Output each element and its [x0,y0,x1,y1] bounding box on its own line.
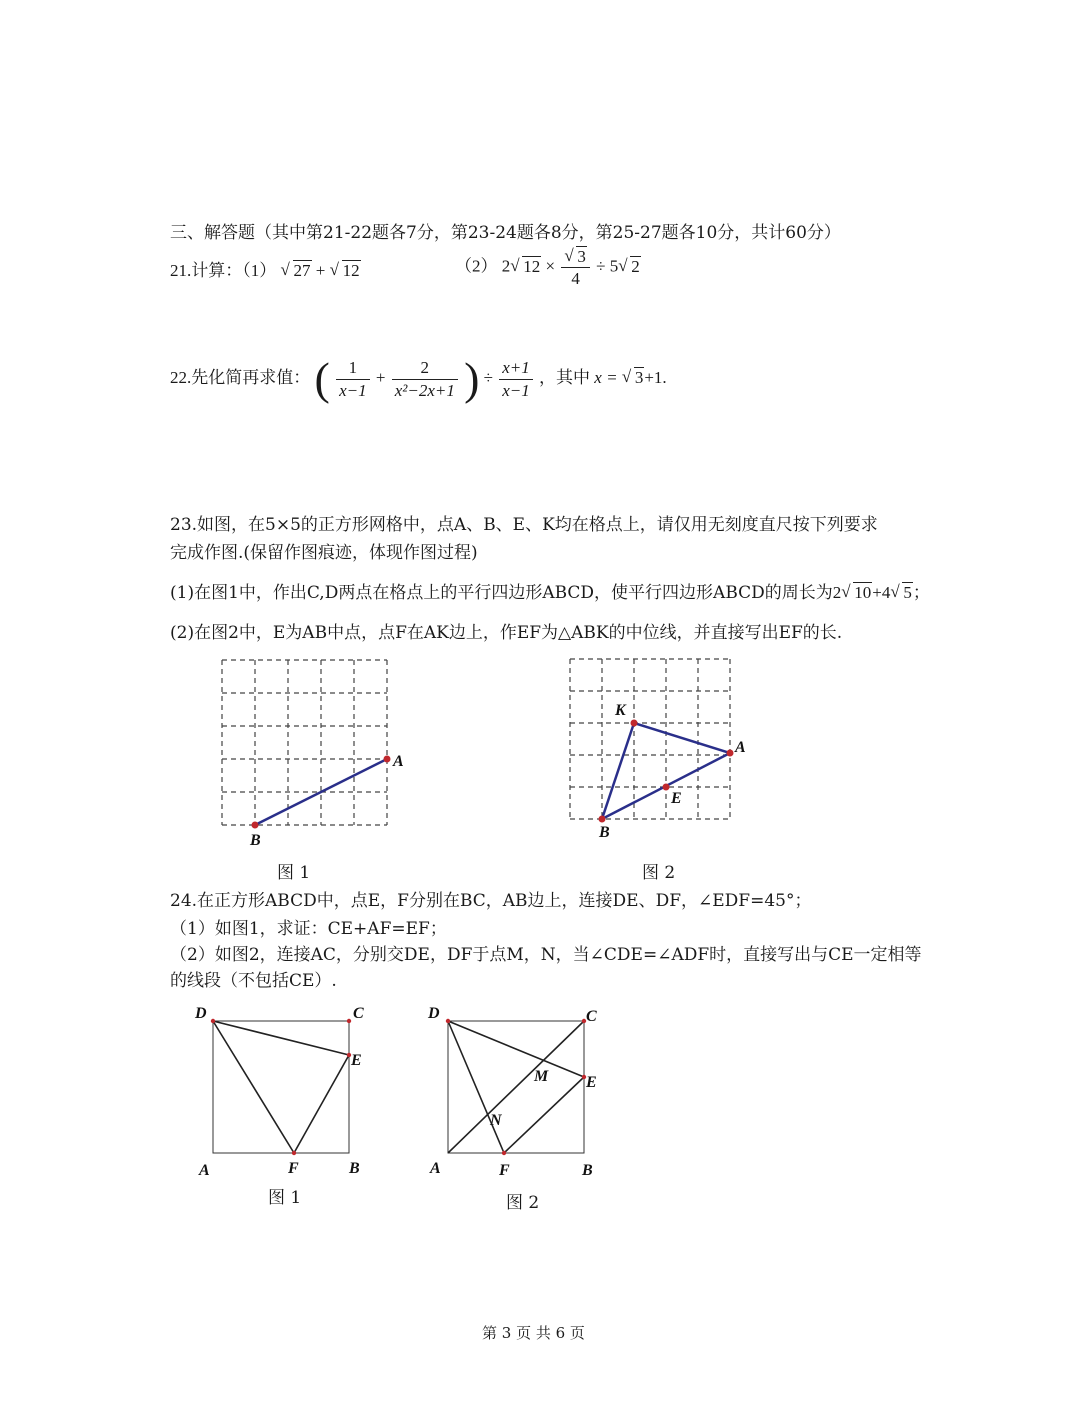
q22-frac1: $\frac{1}{x-1}$ [336,357,370,401]
segment-de [213,1021,349,1055]
q23-fig2-caption: 图 2 [642,863,676,883]
q24-fig2-caption: 图 2 [506,1193,540,1213]
q21-part1-label: （1） [242,261,277,280]
label-b: B [349,1160,360,1177]
q23-figure-2 [545,645,775,855]
label-a: A [430,1160,441,1177]
point-b [599,816,606,823]
page-number: 第 3 页 共 6 页 [482,1324,585,1342]
q22-x-equals: x = [594,367,618,387]
q22-period: . [662,367,667,387]
label-b: B [599,824,610,841]
q24-line1: 24.在正方形ABCD中，点E，F分别在BC，AB边上，连接DE、DF，∠EDF=45°； [170,891,812,911]
q21-sqrt-2: √ 2 [618,257,641,277]
q22-plus-one: +1 [644,367,663,387]
q22-frac3: $\frac{x+1}{x-1}$ [499,357,533,401]
label-e: E [586,1074,597,1091]
segment-df [213,1021,294,1153]
point-a [384,756,391,763]
q24-line2: （1）如图1，求证：CE+AF=EF； [170,919,447,939]
label-e: E [351,1052,362,1069]
q23-part1: (1)在图1中，作出C,D两点在格点上的平行四边形ABCD，使平行四边形ABCD的周长为2√ 10+4√ 5； [170,578,930,603]
question-22: 22.先化简再求值： ( $\frac{1}{x-1}$ + $\frac{2}{\text{x²−2x+1}}$ ) ÷ $\frac{x+1}{x-1}$ ，其中 x = √ 3+1. [170,356,667,402]
q21-sqrt-27: √ 27 [281,261,312,281]
q22-prefix: 22.先化简再求值： [170,367,311,387]
label-d: D [428,1005,440,1022]
q23-fig1-caption: 图 1 [277,863,311,883]
label-c: C [353,1005,364,1022]
label-a: A [735,739,746,756]
segment-ef [504,1077,584,1153]
point-a [727,750,734,757]
q21-divide: ÷ [596,256,606,276]
q23-line2: 完成作图.(保留作图痕迹，体现作图过程) [170,543,478,563]
label-n: N [490,1112,502,1129]
q21-sqrt-12b: √ 12 [510,257,541,277]
q21-part2-label: （2） [455,256,498,276]
q24-line3: （2）如图2，连接AC，分别交DE，DF于点M，N，当∠CDE=∠ADF时，直接写出与CE一定相等 [170,945,922,965]
label-c: C [586,1008,597,1025]
q23-line1: 23.如图，在5×5的正方形网格中，点A、B、E、K均在格点上，请仅用无刻度直尺按下列要求 [170,515,878,535]
q21-op-plus: + [315,261,326,280]
q22-where: ，其中 [539,367,591,387]
q21-prefix: 21.计算： [170,261,243,280]
point-b [252,822,259,829]
point-k [631,720,638,727]
q24-line4: 的线段（不包括CE）. [170,971,337,991]
segment-ef [294,1055,349,1153]
label-f: F [499,1162,510,1179]
q22-frac2: $\frac{2}{\text{x²−2x+1}}$ [392,357,458,401]
q24-fig1-caption: 图 1 [268,1188,302,1208]
q24-figure-2 [420,995,630,1185]
q21-coef2: 5 [609,256,619,276]
q21-sqrt-12: √ 12 [330,261,361,281]
question-21-part2 [455,246,641,290]
label-e: E [671,790,682,807]
section-title: 三、解答题（其中第21-22题各7分，第23-24题各8分，第25-27题各10分，共计60分） [170,223,841,243]
question-21 [170,256,361,281]
q21-coef: 2 [501,256,511,276]
point-e [663,784,670,791]
q21-times: × [545,256,556,276]
label-b: B [250,832,261,849]
label-f: F [288,1160,299,1177]
label-a: A [199,1162,210,1179]
label-d: D [195,1005,207,1022]
q24-figure-1 [185,995,385,1185]
q23-figure-1 [200,645,430,855]
label-m: M [534,1068,549,1085]
label-b: B [582,1162,593,1179]
segment-ac [448,1021,584,1153]
label-a: A [393,753,404,770]
label-k: K [615,702,626,719]
q21-fraction: √ $\frac{3}{4}$ [561,246,590,290]
q23-perimeter-expr: 2√ 10+4√ 5 [833,583,913,602]
q22-sqrt-3: √ 3 [622,368,645,388]
q22-plus: + [375,367,386,387]
q23-part2: (2)在图2中，E为AB中点，点F在AK边上，作EF为△ABK的中位线，并直接写出EF的长. [170,623,843,643]
q22-divide: ÷ [483,367,494,387]
